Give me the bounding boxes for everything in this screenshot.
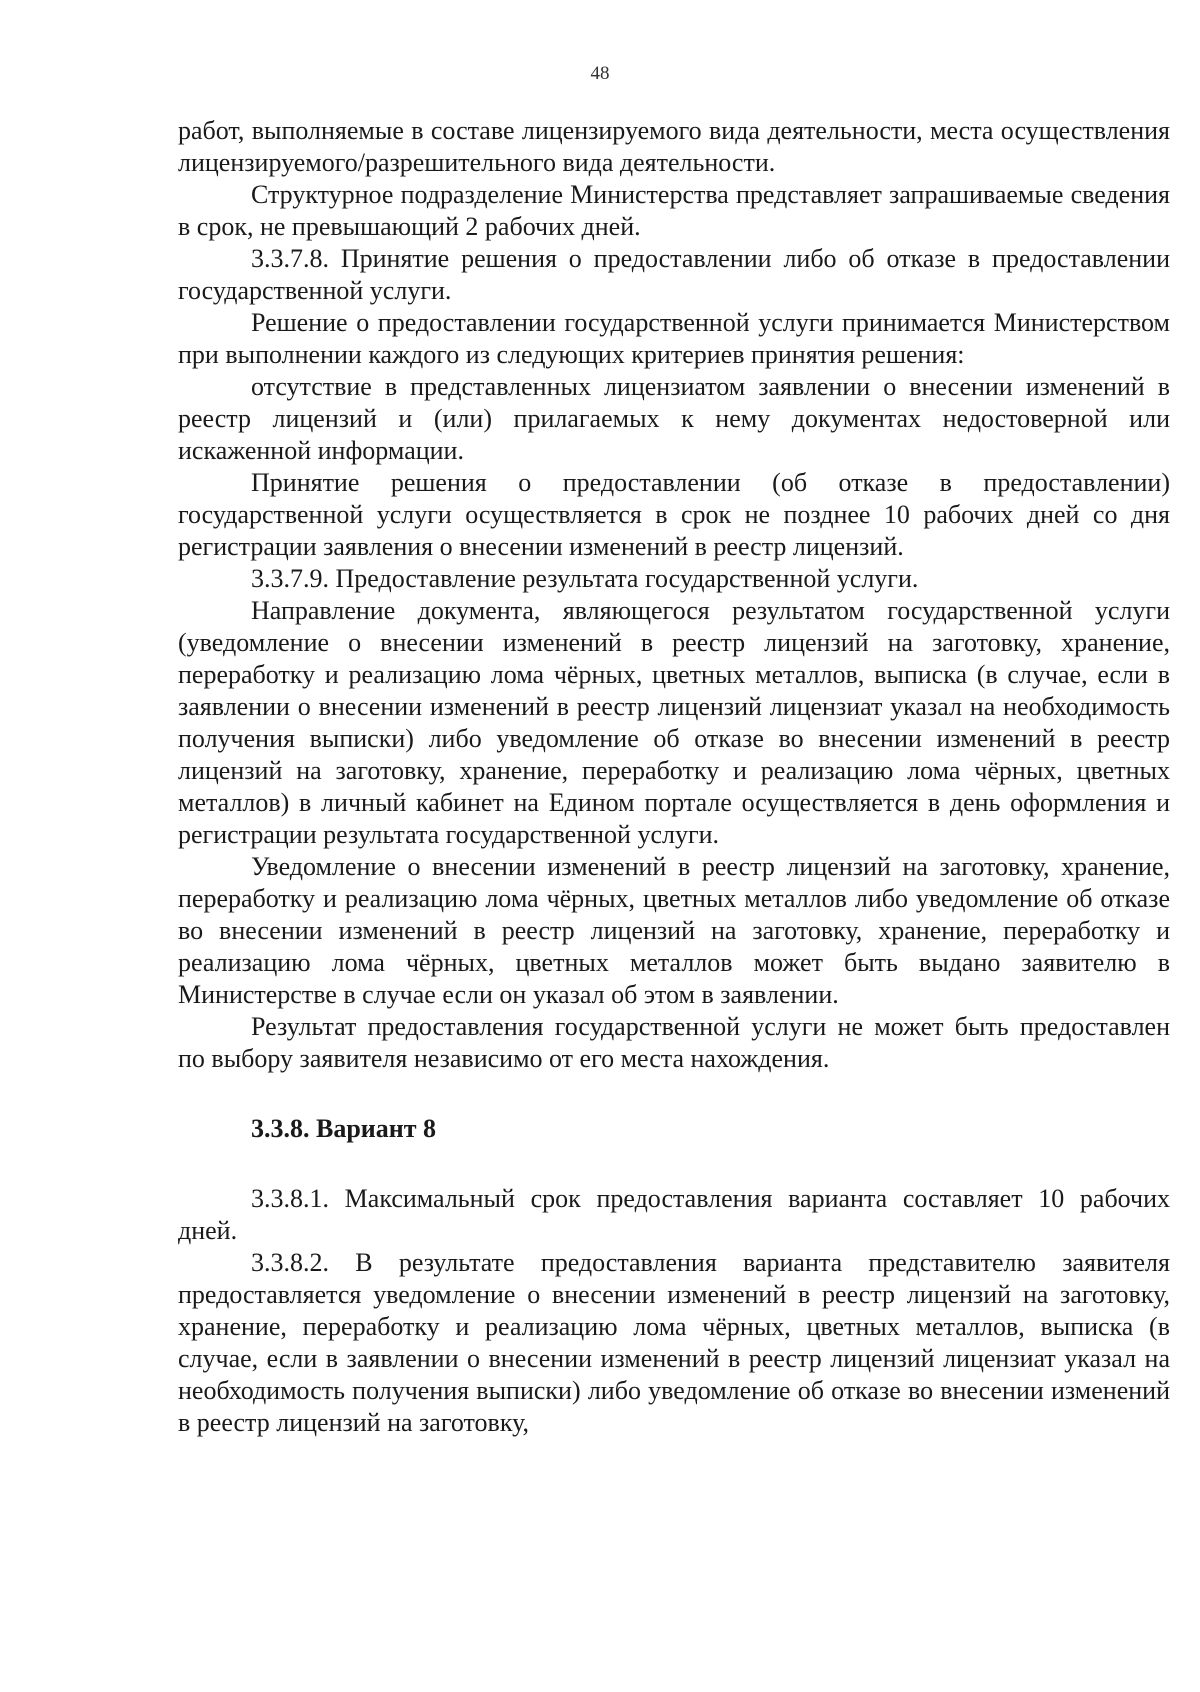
section-heading: 3.3.8. Вариант 8 [251, 1114, 437, 1143]
paragraph-3-3-7-9: 3.3.7.9. Предоставление результата государственной услуги. [251, 564, 919, 593]
paragraph-ministry-info: Структурное подразделение Министерства представляет запрашиваемые сведения в срок, не превышающий 2 рабочих дней. [178, 180, 1170, 241]
page-number: 48 [590, 63, 610, 84]
paragraph-3-3-8-2: 3.3.8.2. В результате предоставления варианта представителю заявителя предоставляется уведомление о внесении изменений в реестр лицензий на заготовку, хранение, переработку и реализацию лома чёрных, цветных металлов, выписка (в случае, если в заявлении о внесении изменений в реестр лицензий лицензиат указал на необходимость получения выписки) либо уведомление об отказе во внесении изменений в реестр лицензий на заготовку, [178, 1248, 1170, 1437]
paragraph-3-3-8-1: 3.3.8.1. Максимальный срок предоставления варианта составляет 10 рабочих дней. [178, 1184, 1170, 1245]
paragraph-result-location: Результат предоставления государственной услуги не может быть предоставлен по выбору заявителя независимо от его места нахождения. [178, 1012, 1170, 1073]
paragraph-criterion: отсутствие в представленных лицензиатом заявлении о внесении изменений в реестр лицензий и (или) прилагаемых к нему документах недостоверной или искаженной информации. [178, 372, 1170, 465]
paragraph-notification: Уведомление о внесении изменений в реестр лицензий на заготовку, хранение, переработку и реализацию лома чёрных, цветных металлов либо уведомление об отказе во внесении изменений в реестр лицензий на заготовку, хранение, переработку и реализацию лома чёрных, цветных металлов может быть выдано заявителю в Министерстве в случае если он указал об этом в заявлении. [178, 852, 1170, 1009]
paragraph-decision-criteria: Решение о предоставлении государственной услуги принимается Министерством при выполнении каждого из следующих критериев принятия решения: [178, 308, 1170, 369]
document-body [178, 115, 1170, 1439]
paragraph-3-3-7-8: 3.3.7.8. Принятие решения о предоставлении либо об отказе в предоставлении государственной услуги. [178, 244, 1170, 305]
paragraph-continuation: работ, выполняемые в составе лицензируемого вида деятельности, места осуществления лицензируемого/разрешительного вида деятельности. [178, 116, 1170, 177]
paragraph-result-delivery: Направление документа, являющегося результатом государственной услуги (уведомление о внесении изменений в реестр лицензий на заготовку, хранение, переработку и реализацию лома чёрных, цветных металлов, выписка (в случае, если в заявлении о внесении изменений в реестр лицензий лицензиат указал на необходимость получения выписки) либо уведомление об отказе во внесении изменений в реестр лицензий на заготовку, хранение, переработку и реализацию лома чёрных, цветных металлов) в личный кабинет на Едином портале осуществляется в день оформления и регистрации результата государственной услуги. [178, 596, 1170, 849]
paragraph-decision-term: Принятие решения о предоставлении (об отказе в предоставлении) государственной услуги осуществляется в срок не позднее 10 рабочих дней со дня регистрации заявления о внесении изменений в реестр лицензий. [178, 468, 1170, 561]
